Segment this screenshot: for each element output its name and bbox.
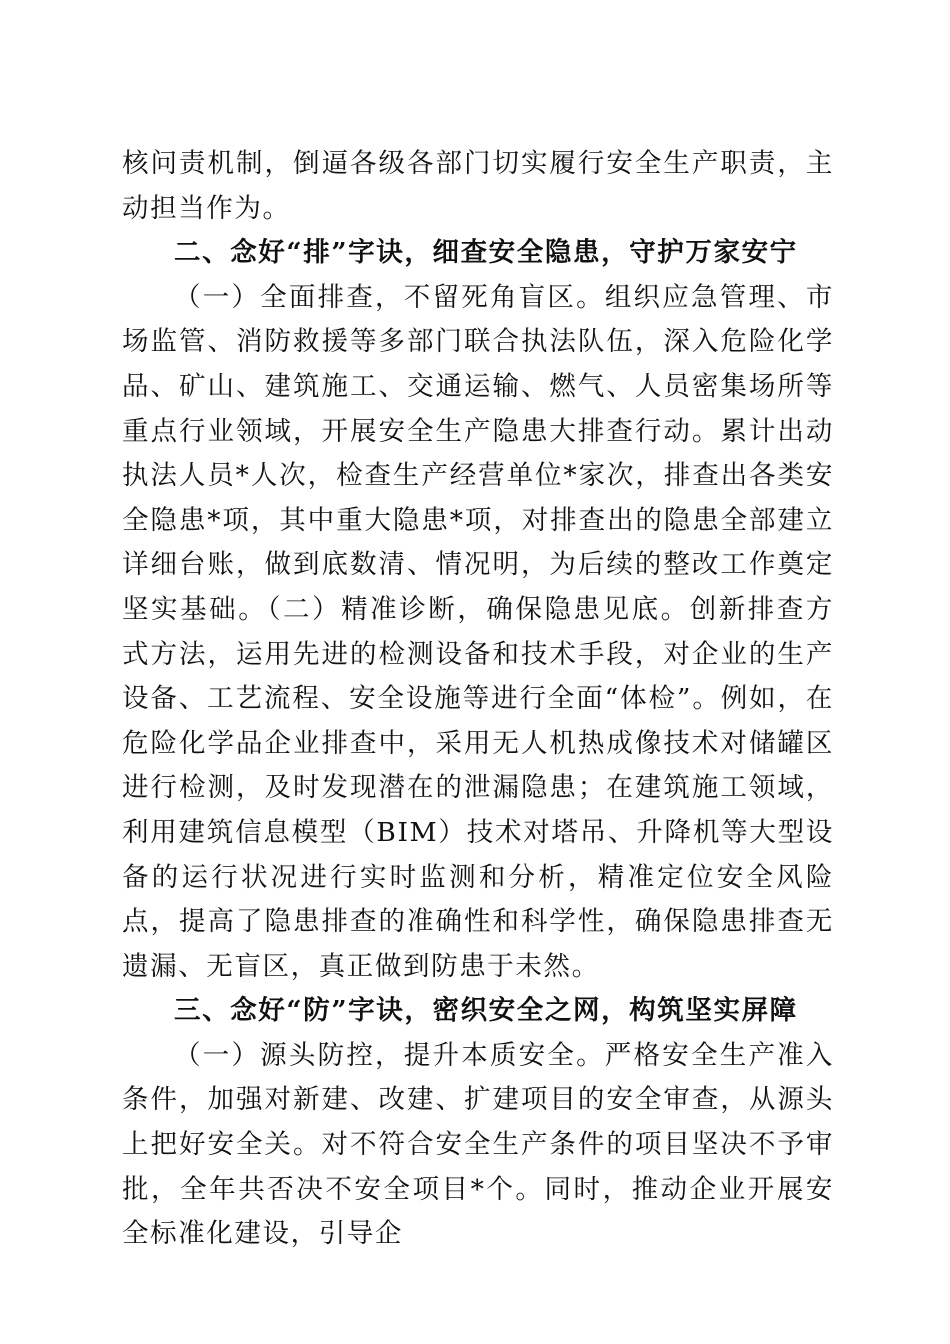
section-heading-2: 二、念好“排”字诀，细查安全隐患，守护万家安宁 [174,237,798,269]
paragraph-intro: 核问责机制，倒逼各级各部门切实履行安全生产职责，主动担当作为。 [122,148,834,224]
paragraph-section-2: （一）全面排查，不留死角盲区。组织应急管理、市场监管、消防救援等多部门联合执法队伍，深入危险化学品、矿山、建筑施工、交通运输、燃气、人员密集场所等重点行业领域，开展安全生产隐患大排查行动。累计出动执法人员*人次，检查生产经营单位*家次，排查出各类安全隐患*项，其中重大隐患*项，对排查出的隐患全部建立详细台账，做到底数清、情况明，为后续的整改工作奠定坚实基础。（二）精准诊断，确保隐患见底。创新排查方式方法，运用先进的检测设备和技术手段，对企业的生产设备、工艺流程、安全设施等进行全面“体检”。例如，在危险化学品企业排查中，采用无人机热成像技术对储罐区进行检测，及时发现潜在的泄漏隐患；在建筑施工领域，利用建筑信息模型（BIM）技术对塔吊、升降机等大型设备的运行状况进行实时监测和分析，精准定位安全风险点，提高了隐患排查的准确性和科学性，确保隐患排查无遗漏、无盲区，真正做到防患于未然。 [122,281,834,982]
document-page [122,142,834,1257]
paragraph-section-3: （一）源头防控，提升本质安全。严格安全生产准入条件，加强对新建、改建、扩建项目的安全审查，从源头上把好安全关。对不符合安全生产条件的项目坚决不予审批，全年共否决不安全项目*个。同时，推动企业开展安全标准化建设，引导企 [122,1039,834,1250]
section-heading-3: 三、念好“防”字诀，密织安全之网，构筑坚实屏障 [174,995,798,1027]
